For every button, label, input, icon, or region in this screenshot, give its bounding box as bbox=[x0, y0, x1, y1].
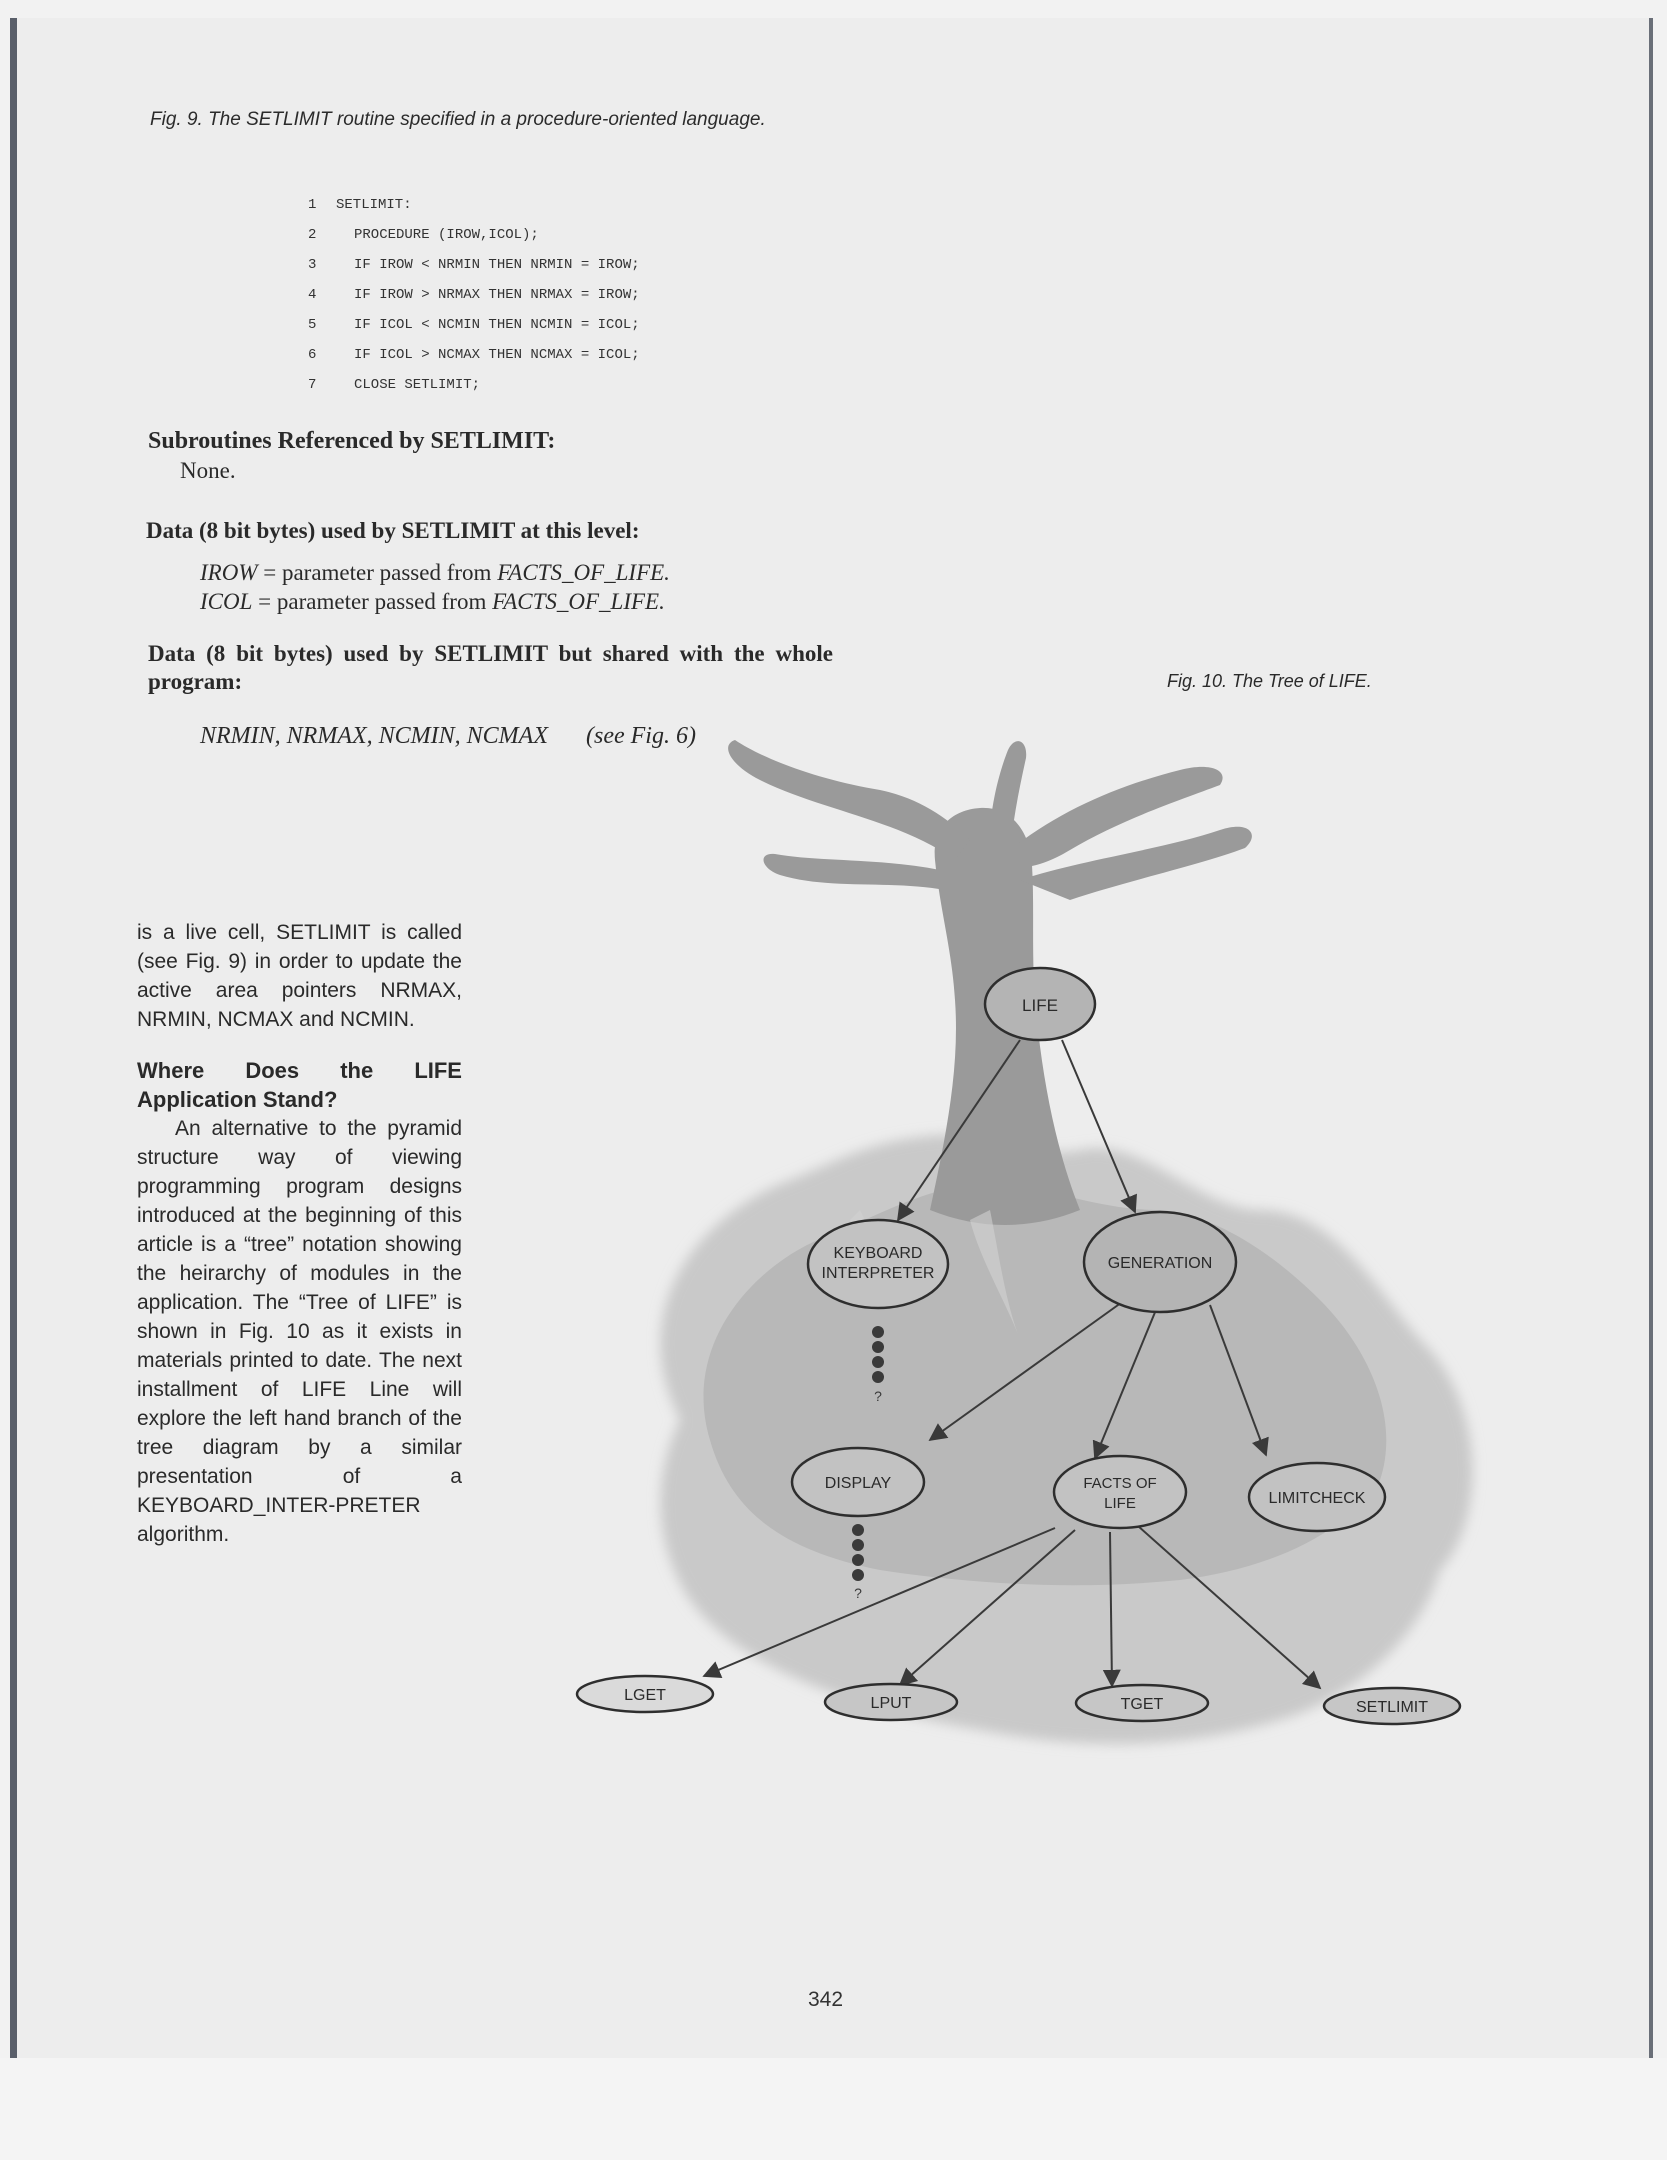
node-label: LIFE bbox=[1022, 996, 1058, 1015]
param-icol bbox=[200, 589, 665, 615]
param-var: ICOL bbox=[200, 589, 253, 614]
line-number: 4 bbox=[308, 287, 317, 303]
body-column bbox=[137, 918, 462, 1549]
node-lput bbox=[825, 1684, 957, 1720]
node-life bbox=[985, 968, 1095, 1040]
node-label: INTERPRETER bbox=[821, 1265, 935, 1282]
param-desc: parameter passed from bbox=[281, 560, 498, 585]
node-limitcheck bbox=[1249, 1463, 1385, 1531]
node-facts-of-life bbox=[1054, 1456, 1186, 1528]
node-label: SETLIMIT bbox=[1355, 1699, 1429, 1716]
subroutines-value: None. bbox=[180, 458, 236, 483]
node-keyboard-interpreter bbox=[808, 1220, 948, 1308]
code-line bbox=[308, 190, 640, 220]
line-number: 5 bbox=[308, 317, 317, 333]
line-number: 6 bbox=[308, 347, 317, 363]
code-text: PROCEDURE (IROW,ICOL); bbox=[354, 227, 539, 243]
param-irow bbox=[200, 560, 670, 586]
fig9-caption: Fig. 9. The SETLIMIT routine specified in a procedure-oriented language. bbox=[150, 109, 766, 130]
code-line bbox=[308, 220, 640, 250]
body-paragraph: An alternative to the pyramid structure way of viewing programming program designs introduced at the beginning of this article is a “tree” notation showing the heirarchy of modules in the application. The “Tree of LIFE” is shown in Fig. 10 as it exists in materials printed to date. The next installment of LIFE Line will explore the left hand branch of the tree diagram by a similar presentation of a KEYBOARD_INTER-PRETER algorithm. bbox=[137, 1117, 462, 1546]
param-eq: = bbox=[252, 589, 277, 614]
line-number: 2 bbox=[308, 227, 317, 243]
param-desc: parameter passed from bbox=[276, 589, 493, 614]
line-number: 1 bbox=[308, 197, 317, 213]
node-label: GENERATION bbox=[1107, 1255, 1213, 1272]
tree-of-life-diagram bbox=[560, 740, 1520, 1870]
param-src: FACTS_OF_LIFE. bbox=[497, 560, 670, 585]
node-label: KEYBOARD bbox=[833, 1245, 923, 1262]
node-label: LIMITCHECK bbox=[1268, 1490, 1366, 1507]
node-label: FACTS OF bbox=[1083, 1475, 1157, 1492]
body-paragraph: is a live cell, SETLIMIT is called (see Fig. 9) in order to update the active area pointers NRMAX, NRMIN, NCMAX and NCMIN. bbox=[137, 921, 462, 1031]
code-line bbox=[308, 370, 640, 400]
param-eq: = bbox=[257, 560, 282, 585]
code-text: IF IROW > NRMAX THEN NRMAX = IROW; bbox=[354, 287, 640, 303]
tree-silhouette bbox=[660, 740, 1472, 1744]
fig10-caption: Fig. 10. The Tree of LIFE. bbox=[1167, 671, 1372, 691]
code-line bbox=[308, 280, 640, 310]
code-line bbox=[308, 250, 640, 280]
scan-margin bbox=[0, 2058, 1667, 2160]
node-tget bbox=[1076, 1685, 1208, 1721]
code-line bbox=[308, 310, 640, 340]
param-src: FACTS_OF_LIFE. bbox=[492, 589, 665, 614]
unknown-mark: ? bbox=[874, 1388, 882, 1404]
code-text: SETLIMIT: bbox=[336, 197, 412, 213]
section-heading: Where Does the LIFE Application Stand? bbox=[137, 1058, 462, 1112]
line-number: 3 bbox=[308, 257, 317, 273]
line-number: 7 bbox=[308, 377, 317, 393]
node-display bbox=[792, 1448, 924, 1516]
node-label: LIFE bbox=[1104, 1495, 1136, 1512]
node-label: LPUT bbox=[870, 1695, 912, 1712]
code-text: IF IROW < NRMIN THEN NRMIN = IROW; bbox=[354, 257, 640, 273]
code-line bbox=[308, 340, 640, 370]
shared-var-list: NRMIN, NRMAX, NCMIN, NCMAX bbox=[200, 723, 548, 749]
data-level-heading: Data (8 bit bytes) used by SETLIMIT at this level: bbox=[146, 518, 640, 543]
param-var: IROW bbox=[200, 560, 258, 585]
code-text: CLOSE SETLIMIT; bbox=[354, 377, 481, 393]
see-reference: (see Fig. 6) bbox=[585, 723, 696, 749]
code-text: IF ICOL < NCMIN THEN NCMIN = ICOL; bbox=[354, 317, 640, 333]
node-generation bbox=[1084, 1212, 1236, 1312]
node-label: TGET bbox=[1120, 1696, 1164, 1713]
node-label: DISPLAY bbox=[824, 1475, 892, 1492]
page-number: 342 bbox=[808, 1988, 844, 2011]
node-setlimit bbox=[1324, 1688, 1460, 1724]
data-shared-heading: Data (8 bit bytes) used by SETLIMIT but shared with the whole program: bbox=[148, 641, 833, 694]
code-text: IF ICOL > NCMAX THEN NCMAX = ICOL; bbox=[354, 347, 640, 363]
code-listing bbox=[308, 190, 640, 400]
node-label: LGET bbox=[624, 1687, 666, 1704]
unknown-mark: ? bbox=[854, 1585, 862, 1601]
node-lget bbox=[577, 1676, 713, 1712]
subroutines-heading: Subroutines Referenced by SETLIMIT: bbox=[148, 428, 556, 454]
